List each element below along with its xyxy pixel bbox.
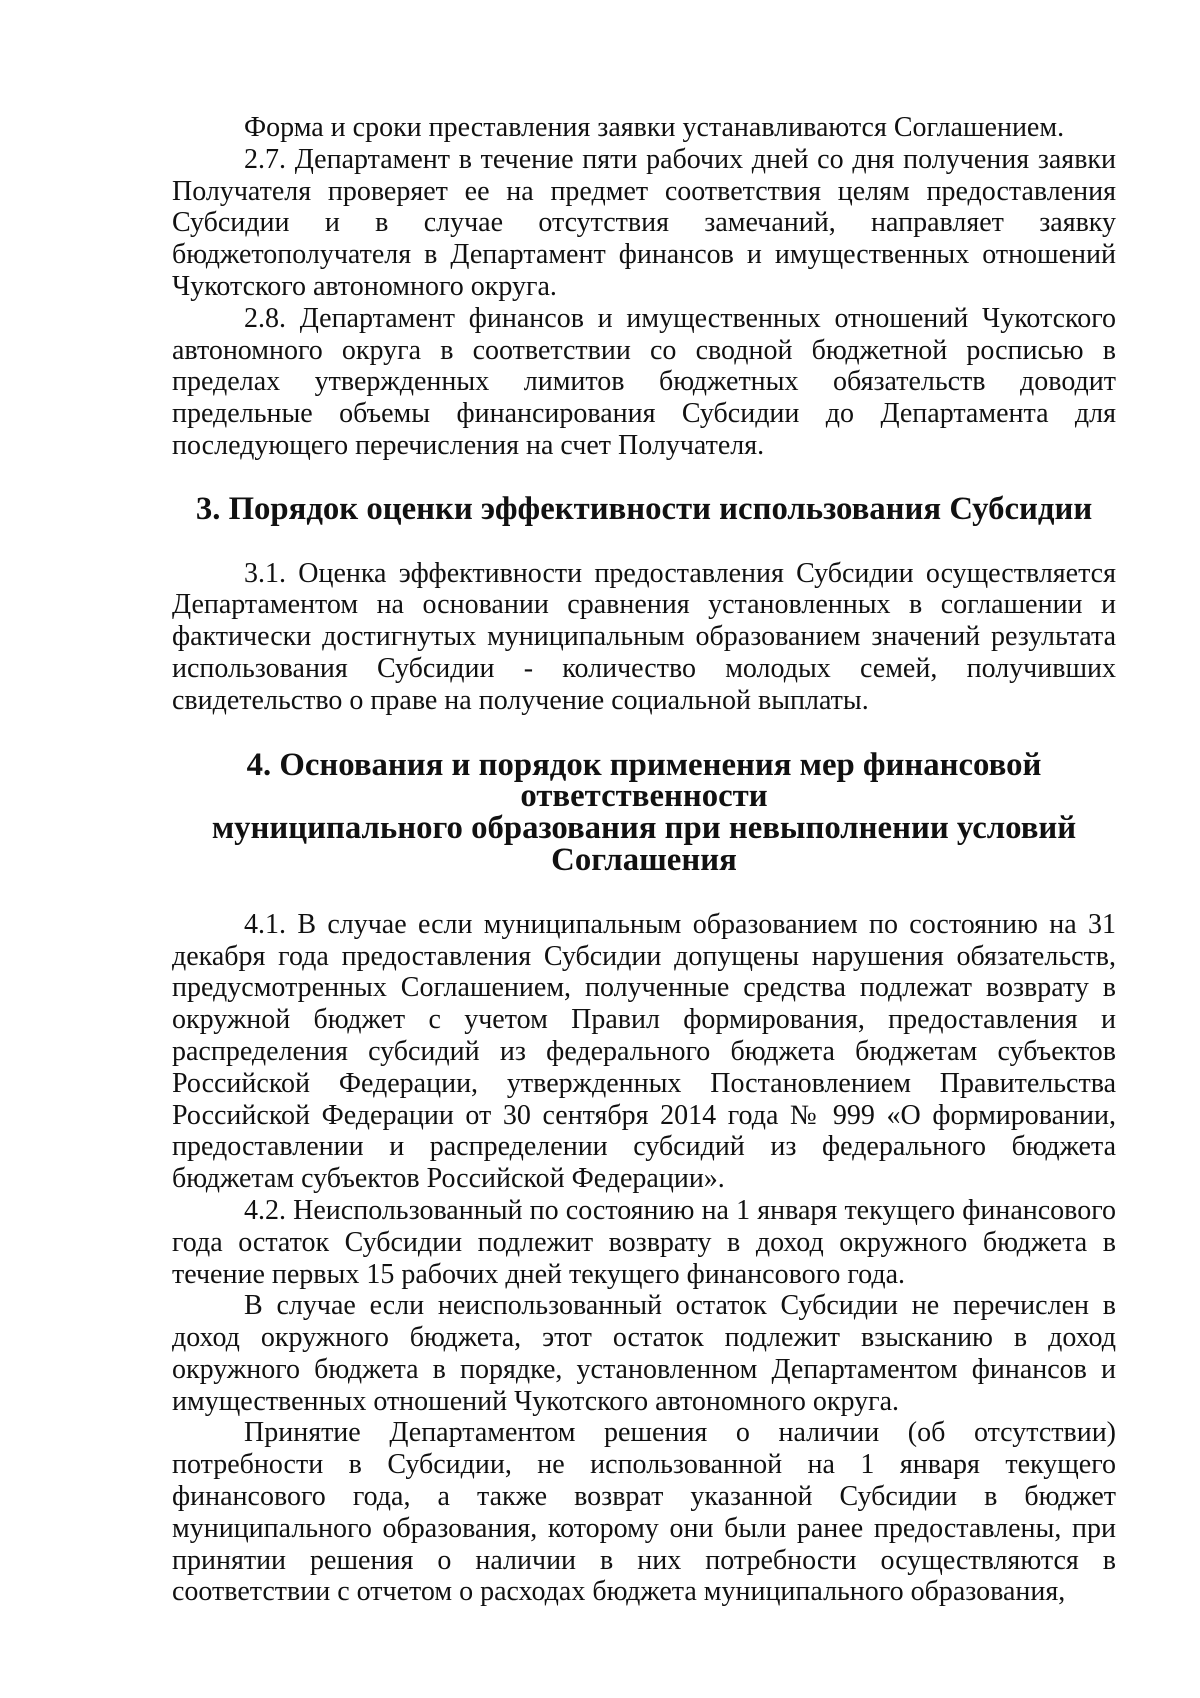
paragraph-3-1: 3.1. Оценка эффективности предоставления Субсидии осуществляется Департаментом на основании сравнения установленных в соглашении и фактически достигнутых муниципальным образованием значений результата использования Субсидии - количество молодых семей, получивших свидетельство о праве на получение социальной выплаты. [172, 557, 1116, 716]
document-page [172, 112, 1116, 1608]
paragraph-4-1: 4.1. В случае если муниципальным образованием по состоянию на 31 декабря года предоставления Субсидии допущены нарушения обязательств, предусмотренных Соглашением, полученные средства подлежат возврату в окружной бюджет с учетом Правил формирования, предоставления и распределения субсидий из федерального бюджета бюджетам субъектов Российской Федерации, утвержденных Постановлением Правительства Российской Федерации от 30 сентября 2014 года № 999 «О формировании, предоставлении и распределении субсидий из федерального бюджета бюджетам субъектов Российской Федерации». [172, 908, 1116, 1195]
paragraph-2-8: 2.8. Департамент финансов и имущественных отношений Чукотского автономного округа в соответствии со сводной бюджетной росписью в пределах утвержденных лимитов бюджетных обязательств доводит предельные объемы финансирования Субсидии до Департамента для последующего перечисления на счет Получателя. [172, 302, 1116, 461]
paragraph-need-decision: Принятие Департаментом решения о наличии (об отсутствии) потребности в Субсидии, не использованной на 1 января текущего финансового года, а также возврат указанной Субсидии в бюджет муниципального образования, которому они были ранее предоставлены, при принятии решения о наличии в них потребности осуществляются в соответствии с отчетом о расходах бюджета муниципального образования, [172, 1417, 1116, 1608]
section-3-heading: 3. Порядок оценки эффективности использования Субсидии [195, 490, 1093, 527]
paragraph-unpaid-balance: В случае если неиспользованный остаток Субсидии не перечислен в доход окружного бюджета, этот остаток подлежит взысканию в доход окружного бюджета в порядке, установленном Департаментом финансов и имущественных отношений Чукотского автономного округа. [172, 1290, 1116, 1417]
section-4-heading-line-2: муниципального образования при невыполнении условий Соглашения [211, 810, 1077, 878]
paragraph-4-2: 4.2. Неиспользованный по состоянию на 1 января текущего финансового года остаток Субсидии подлежит возврату в доход окружного бюджета в течение первых 15 рабочих дней текущего финансового года. [172, 1194, 1116, 1290]
section-4-heading [172, 746, 1116, 878]
paragraph-2-7: 2.7. Департамент в течение пяти рабочих дней со дня получения заявки Получателя проверяет ее на предмет соответствия целям предоставления Субсидии и в случае отсутствия замечаний, направляет заявку бюджетополучателя в Департамент финансов и имущественных отношений Чукотского автономного округа. [172, 143, 1116, 302]
paragraph-application-form: Форма и сроки преставления заявки устанавливаются Соглашением. [244, 112, 1065, 143]
section-4-heading-line-1: 4. Основания и порядок применения мер финансовой ответственности [246, 746, 1042, 815]
